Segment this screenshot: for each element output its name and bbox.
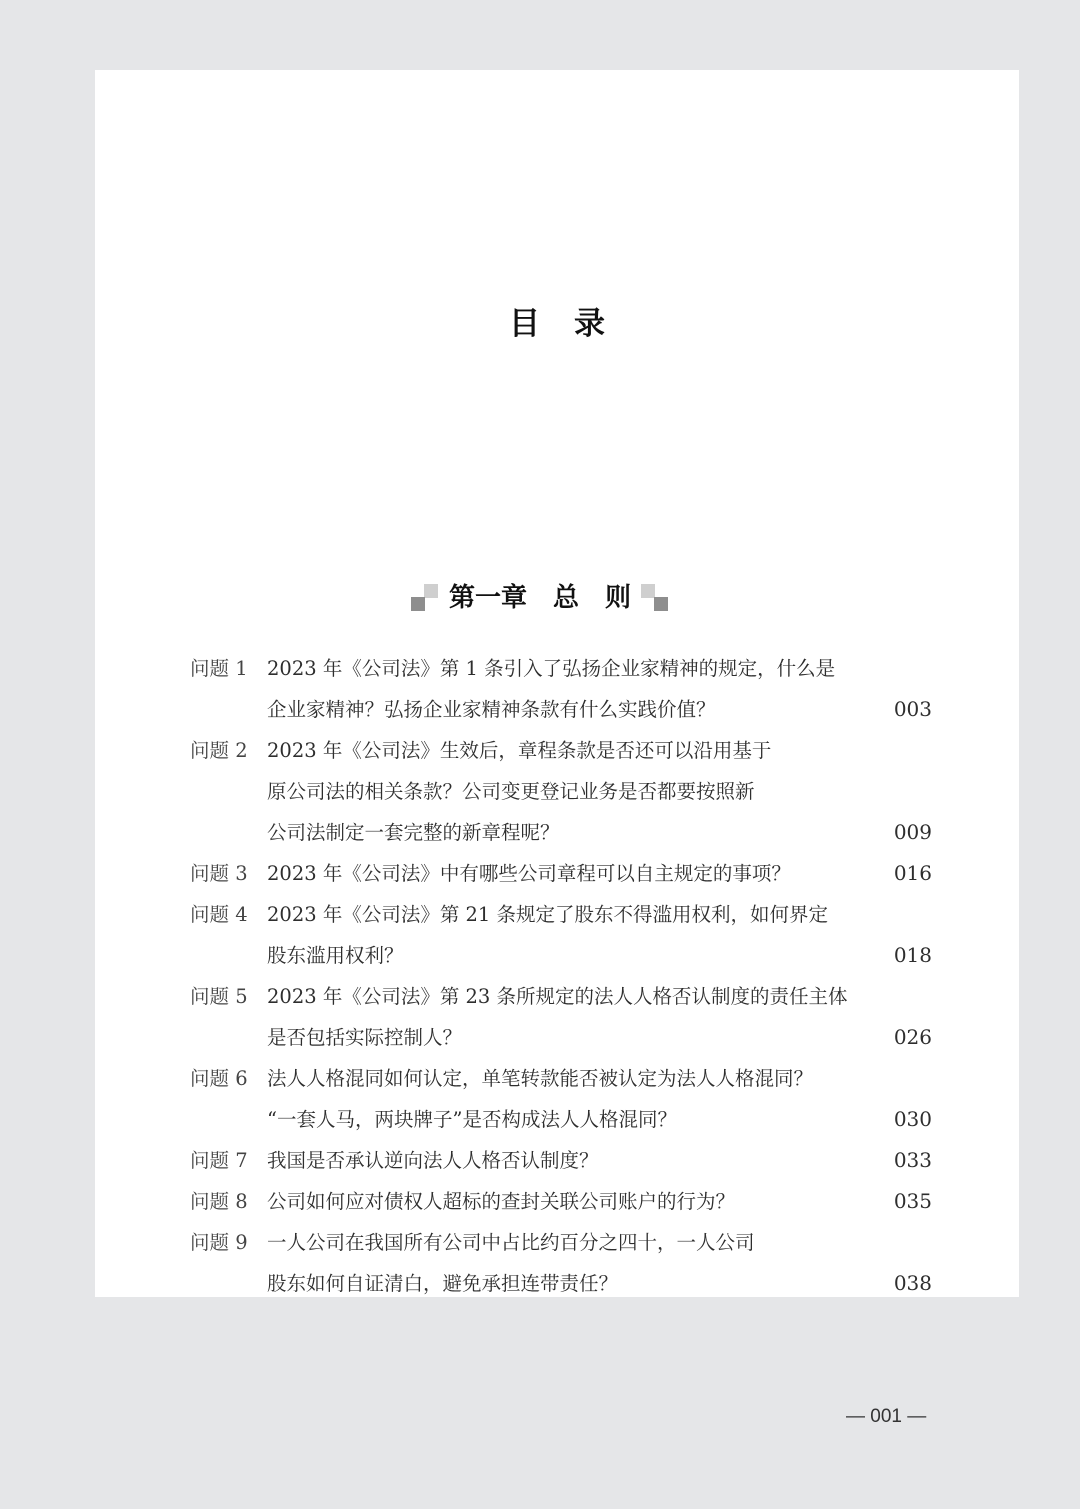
entry-page-number: 035 [893,1189,932,1213]
entry-label: 问题 8 [190,1190,248,1213]
dark-square-icon [411,597,425,611]
entry-text: 2023 年《公司法》生效后，章程条款是否还可以沿用基于 [267,739,772,762]
toc-entry-9[interactable] [0,1222,1080,1263]
toc-entry-2-cont[interactable] [0,812,1080,853]
entry-label: 问题 5 [190,985,248,1008]
entry-page-number: 016 [893,861,932,885]
dark-square-icon [654,597,668,611]
toc-entry-5[interactable] [0,976,1080,1017]
toc-entry-3[interactable] [0,853,1080,894]
entry-text: 公司如何应对债权人超标的查封关联公司账户的行为？ [267,1190,736,1213]
toc-entry-4-cont[interactable] [0,935,1080,976]
chapter-heading [0,578,1080,612]
toc-entry-6[interactable] [0,1058,1080,1099]
entry-label: 问题 3 [190,862,248,885]
entry-label: 问题 9 [190,1231,248,1254]
chapter-decoration-left-icon [411,584,439,612]
entry-page-number: 003 [893,697,932,721]
entry-text: 股东滥用权利？ [267,944,404,967]
entry-text: 我国是否承认逆向法人人格否认制度？ [267,1149,599,1172]
entry-page-number: 033 [893,1148,932,1172]
toc-entry-4[interactable] [0,894,1080,935]
page-number-footer: — 001 — [846,1406,927,1427]
entry-text: 是否包括实际控制人？ [267,1026,463,1049]
entry-text: 2023 年《公司法》第 1 条引入了弘扬企业家精神的规定，什么是 [267,657,836,680]
toc-title: 目录 [509,306,639,342]
entry-text: 一人公司在我国所有公司中占比约百分之四十，一人公司 [267,1231,755,1254]
entry-text: 企业家精神？弘扬企业家精神条款有什么实践价值？ [267,698,716,721]
entry-text: 2023 年《公司法》第 21 条规定了股东不得滥用权利，如何界定 [267,903,829,926]
entry-text: 公司法制定一套完整的新章程呢？ [267,821,560,844]
toc-entry-9-cont[interactable] [0,1263,1080,1304]
light-square-icon [641,584,655,598]
entry-page-number: 038 [893,1271,932,1295]
entry-label: 问题 6 [190,1067,248,1090]
entry-label: 问题 1 [190,657,248,680]
toc-entry-2-cont[interactable] [0,771,1080,812]
entry-page-number: 030 [893,1107,932,1131]
entry-page-number: 026 [893,1025,932,1049]
chapter-decoration-right-icon [641,584,669,612]
toc-entry-7[interactable] [0,1140,1080,1181]
entry-label: 问题 2 [190,739,248,762]
entry-page-number: 009 [893,820,932,844]
toc-entry-1-cont[interactable] [0,689,1080,730]
toc-entry-2[interactable] [0,730,1080,771]
table-of-contents [0,648,1080,1304]
entry-label: 问题 7 [190,1149,248,1172]
entry-label: 问题 4 [190,903,248,926]
entry-text: 股东如何自证清白，避免承担连带责任？ [267,1272,619,1295]
entry-text: 法人人格混同如何认定，单笔转款能否被认定为法人人格混同？ [267,1067,814,1090]
toc-entry-8[interactable] [0,1181,1080,1222]
entry-text: 2023 年《公司法》第 23 条所规定的法人人格否认制度的责任主体 [267,985,848,1008]
toc-entry-1[interactable] [0,648,1080,689]
toc-entry-6-cont[interactable] [0,1099,1080,1140]
entry-text: “一套人马，两块牌子”是否构成法人人格混同？ [267,1108,677,1131]
entry-text: 原公司法的相关条款？公司变更登记业务是否都要按照新 [267,780,755,803]
toc-entry-5-cont[interactable] [0,1017,1080,1058]
entry-page-number: 018 [893,943,932,967]
chapter-title: 第一章 总 则 [448,582,631,613]
entry-text: 2023 年《公司法》中有哪些公司章程可以自主规定的事项？ [267,862,791,885]
light-square-icon [424,584,438,598]
